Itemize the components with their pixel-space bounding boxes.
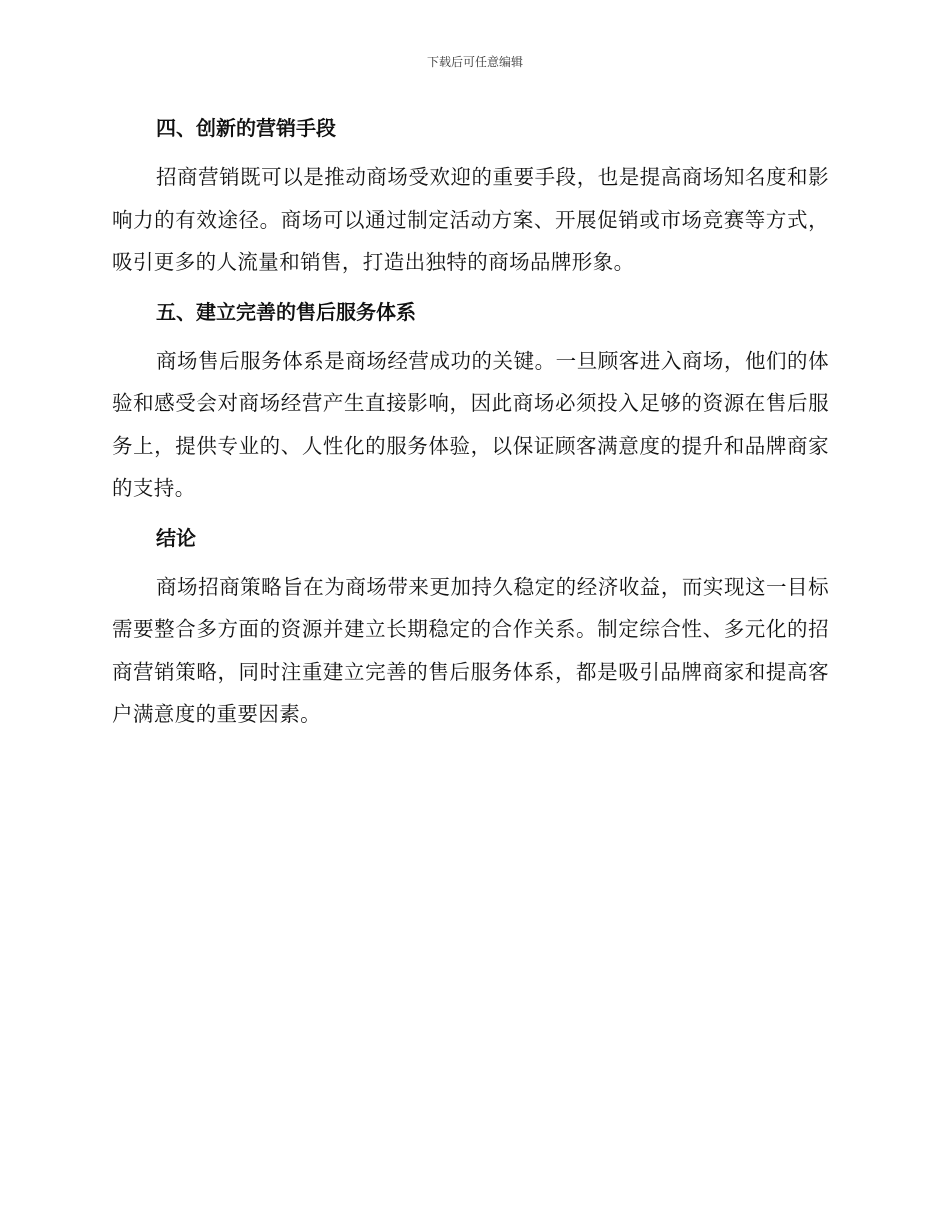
page-header: 下载后可任意编辑 — [426, 55, 523, 69]
section-paragraph-after-sales: 商场售后服务体系是商场经营成功的关键。一旦顾客进入商场，他们的体验和感受会对商场经营产生直接影响，因此商场必须投入足够的资源在售后服务上，提供专业的、人性化的服务体验，以保证顾客满意度的提升和品牌商家的支持。 — [112, 348, 829, 500]
document-body — [112, 108, 829, 736]
section-paragraph-conclusion: 商场招商策略旨在为商场带来更加持久稳定的经济收益，而实现这一目标需要整合多方面的资源并建立长期稳定的合作关系。制定综合性、多元化的招商营销策略，同时注重建立完善的售后服务体系，都是吸引品牌商家和提高客户满意度的重要因素。 — [112, 574, 829, 726]
section-heading-conclusion: 结论 — [156, 525, 196, 550]
section-heading-marketing: 四、创新的营销手段 — [156, 116, 336, 140]
section-heading-after-sales: 五、建立完善的售后服务体系 — [156, 299, 416, 324]
section-paragraph-marketing: 招商营销既可以是推动商场受欢迎的重要手段，也是提高商场知名度和影响力的有效途径。商场可以通过制定活动方案、开展促销或市场竞赛等方式，吸引更多的人流量和销售，打造出独特的商场品牌形象。 — [112, 165, 829, 274]
